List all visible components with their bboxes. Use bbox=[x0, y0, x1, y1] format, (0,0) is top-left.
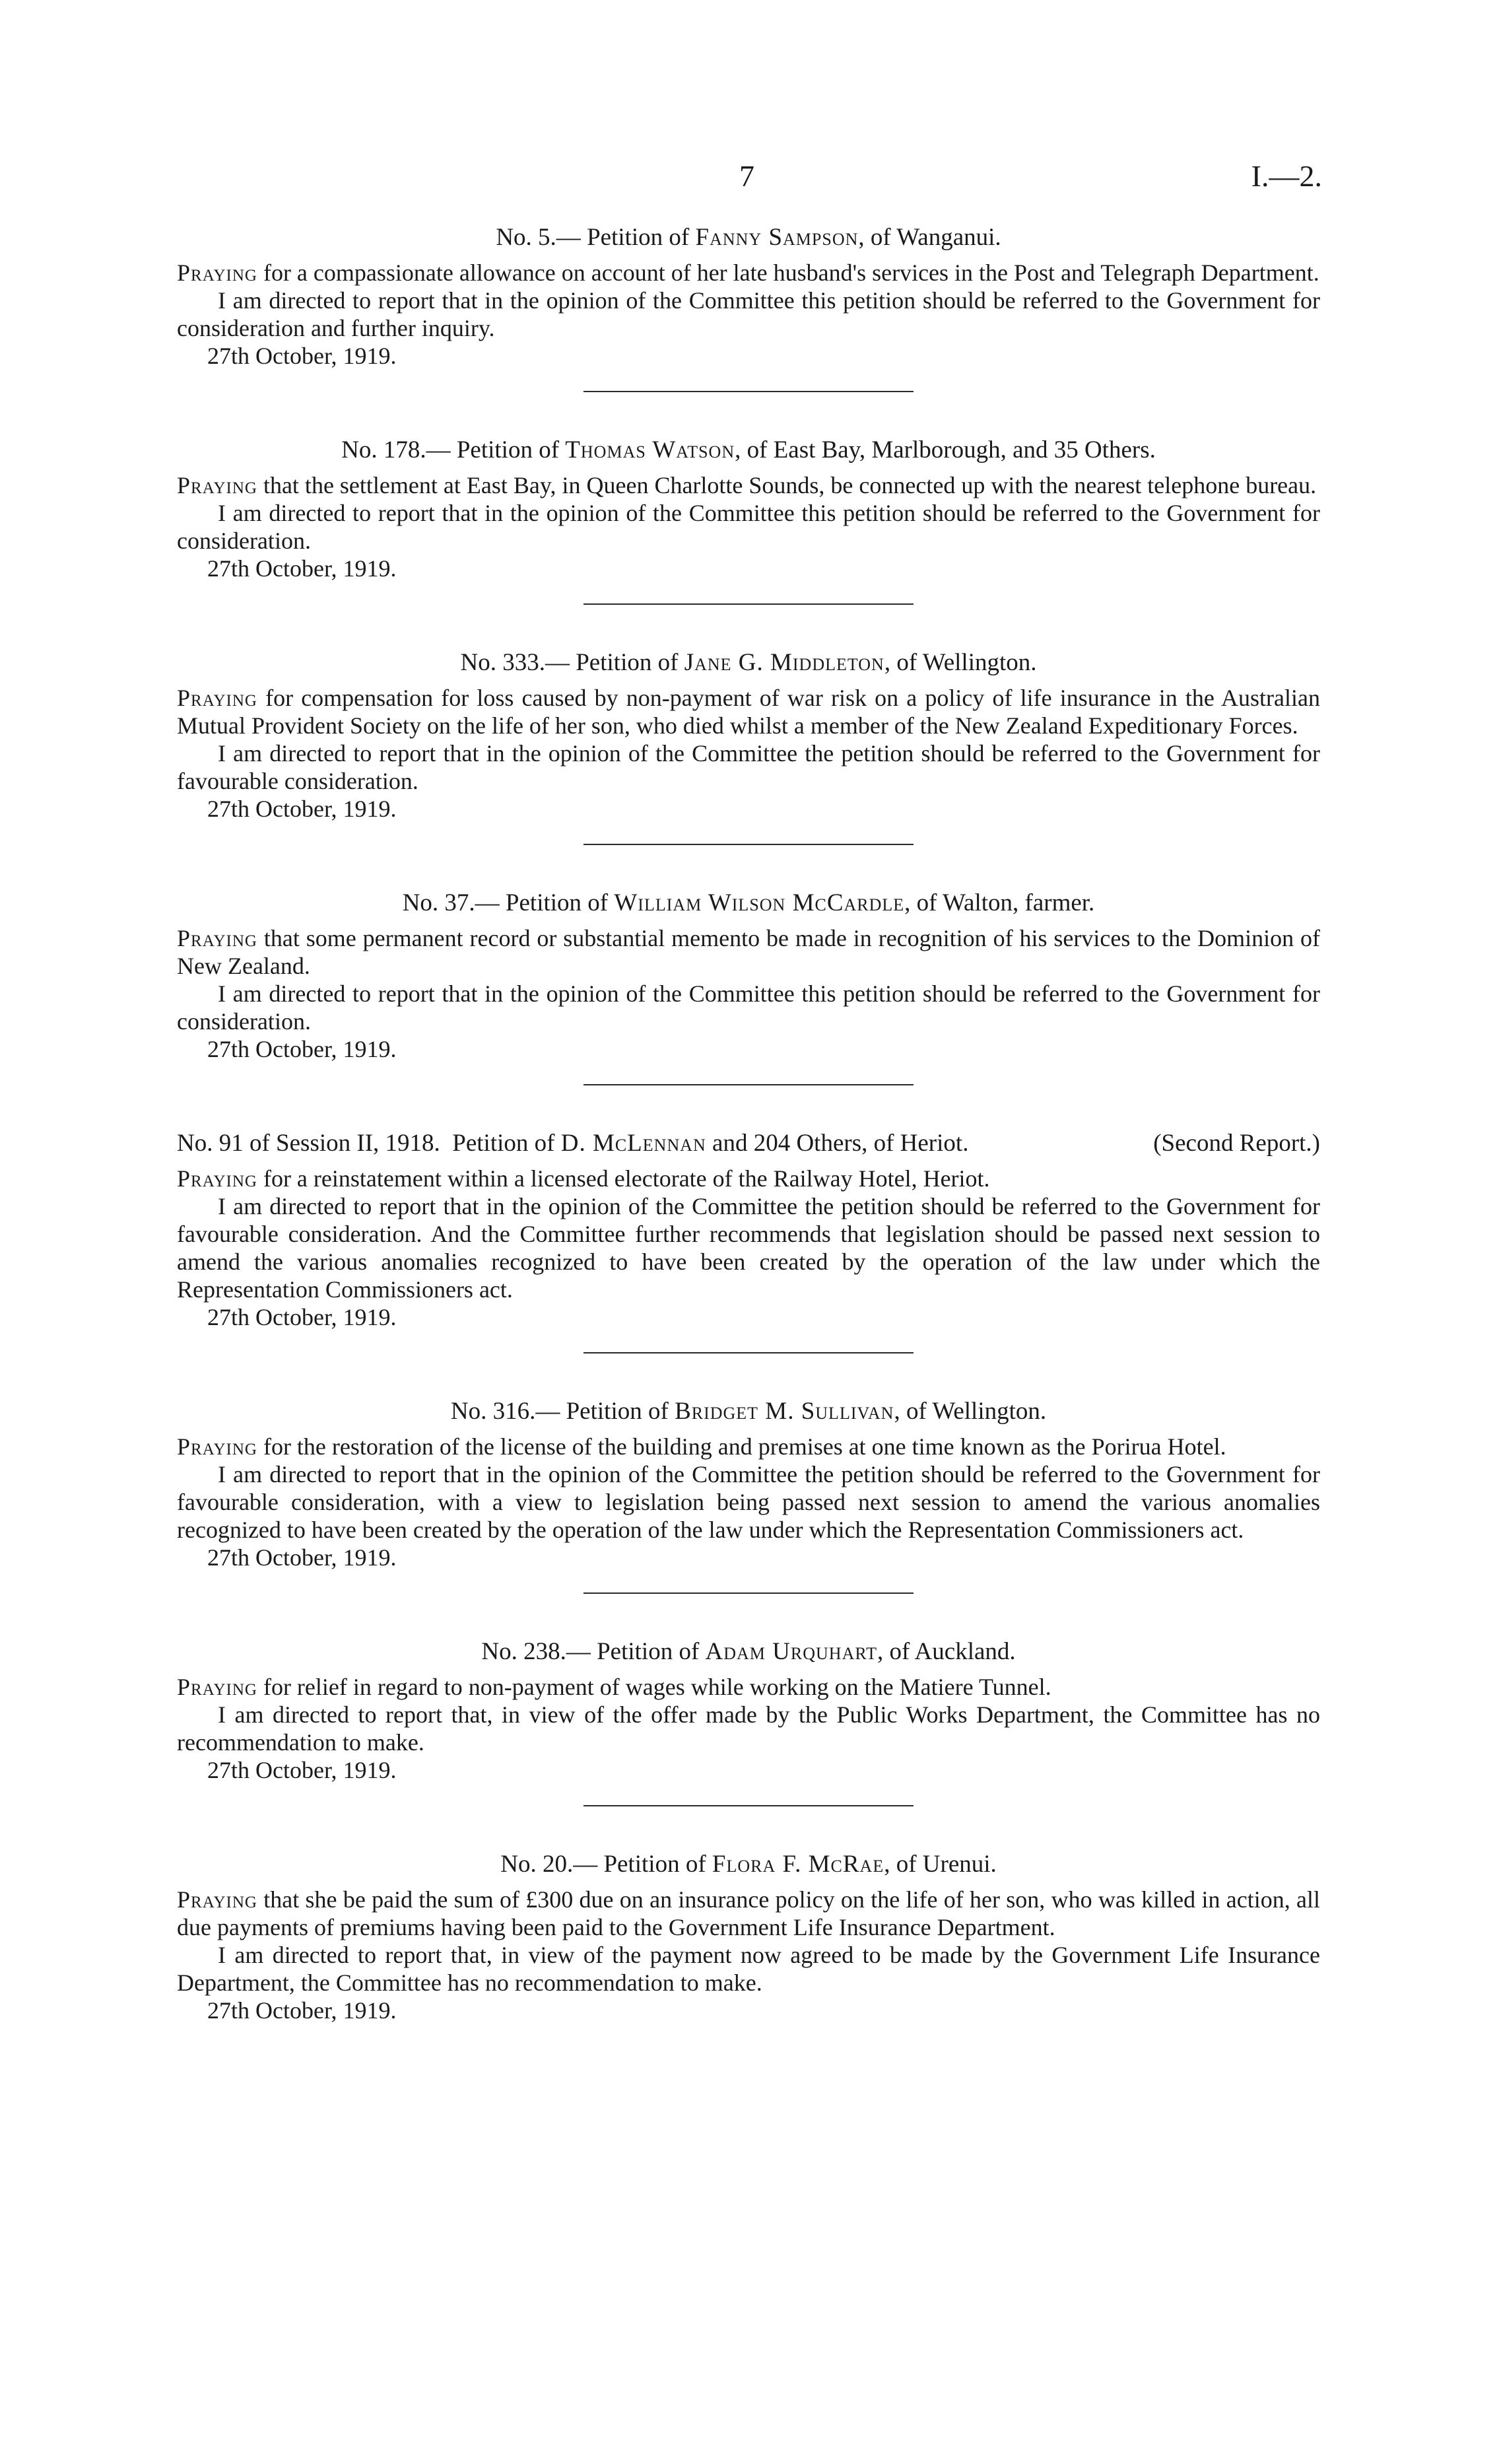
petition-report: I am directed to report that in the opinion of the Committee this petition should be referred to the Government for consideration. bbox=[177, 980, 1320, 1035]
petition-praying: Praying that some permanent record or substantial memento be made in recognition of his services to the Dominion of New Zealand. bbox=[177, 925, 1320, 979]
petition-date: 27th October, 1919. bbox=[207, 1036, 397, 1062]
petition-date: 27th October, 1919. bbox=[207, 1304, 397, 1330]
petition-date: 27th October, 1919. bbox=[207, 555, 397, 582]
report-label: (Second Report.) bbox=[1153, 1130, 1320, 1157]
petition-entry bbox=[177, 437, 1320, 605]
petition-title: No. 91 of Session II, 1918. Petition of D. McLennan and 204 Others, of Heriot. (Second Report.) bbox=[177, 1130, 1320, 1157]
petition-entry bbox=[177, 1639, 1320, 1806]
petition-title: No. 238.— Petition of Adam Urquhart, of Auckland. bbox=[481, 1638, 1016, 1665]
series-number: I.—2. bbox=[1251, 159, 1322, 193]
page-number: 7 bbox=[739, 159, 754, 193]
petition-praying: Praying that the settlement at East Bay, in Queen Charlotte Sounds, be connected up with the nearest telephone bureau. bbox=[177, 472, 1317, 498]
petition-title: No. 178.— Petition of Thomas Watson, of East Bay, Marlborough, and 35 Others. bbox=[341, 436, 1156, 463]
petition-title: No. 20.— Petition of Flora F. McRae, of Urenui. bbox=[500, 1851, 997, 1878]
petitioner-name: Flora F. McRae bbox=[712, 1851, 884, 1878]
petition-entry bbox=[177, 650, 1320, 845]
petition-date: 27th October, 1919. bbox=[207, 343, 397, 369]
petition-date: 27th October, 1919. bbox=[207, 796, 397, 822]
petition-praying: Praying for a compassionate allowance on account of her late husband's services in the Post and Telegraph Department. bbox=[177, 259, 1319, 286]
petition-entry bbox=[177, 890, 1320, 1085]
petition-entry bbox=[177, 1851, 1320, 2024]
petition-praying: Praying that she be paid the sum of £300 due on an insurance policy on the life of her son, who was killed in action, all due payments of premiums having been paid to the Government Life Insurance Department. bbox=[177, 1886, 1320, 1940]
petition-praying: Praying for compensation for loss caused by non-payment of war risk on a policy of life insurance in the Australian Mutual Provident Society on the life of her son, who died whilst a member of the New Zealand Expeditionary Forces. bbox=[177, 685, 1320, 739]
petitioner-name: D. McLennan bbox=[560, 1130, 706, 1157]
petitions-list bbox=[177, 224, 1320, 2024]
petition-praying: Praying for a reinstatement within a licensed electorate of the Railway Hotel, Heriot. bbox=[177, 1165, 990, 1192]
petition-date: 27th October, 1919. bbox=[207, 1544, 397, 1571]
petitioner-name: Fanny Sampson bbox=[695, 224, 859, 251]
petition-report: I am directed to report that in the opinion of the Committee this petition should be referred to the Government for consideration. bbox=[177, 500, 1320, 554]
petition-report: I am directed to report that in the opinion of the Committee the petition should be referred to the Government for favourable consideration. bbox=[177, 740, 1320, 794]
petition-report: I am directed to report that in the opinion of the Committee the petition should be referred to the Government for favourable consideration, with a view to legislation being passed next session to amend the various anomalies recognized to have been created by the operation of the law under which the Representation Commissioners act. bbox=[177, 1461, 1320, 1543]
petition-praying: Praying for relief in regard to non-payment of wages while working on the Matiere Tunnel. bbox=[177, 1674, 1051, 1700]
petition-entry bbox=[177, 1398, 1320, 1594]
petitioner-name: William Wilson McCardle bbox=[614, 889, 905, 916]
page-header bbox=[0, 158, 1497, 198]
petition-report: I am directed to report that in the opinion of the Committee this petition should be referred to the Government for consideration and further inquiry. bbox=[177, 287, 1320, 341]
petition-title: No. 37.— Petition of William Wilson McCardle, of Walton, farmer. bbox=[402, 889, 1095, 916]
petition-report: I am directed to report that in the opinion of the Committee the petition should be referred to the Government for favourable consideration. And the Committee further recommends that legislation should be passed next session to amend the various anomalies recognized to have been created by the operation of the law under which the Representation Commissioners act. bbox=[177, 1193, 1320, 1303]
petition-title: No. 316.— Petition of Bridget M. Sullivan, of Wellington. bbox=[450, 1398, 1047, 1425]
petition-date: 27th October, 1919. bbox=[207, 1757, 397, 1783]
petitioner-name: Bridget M. Sullivan bbox=[675, 1398, 894, 1425]
petition-entry bbox=[177, 224, 1320, 392]
petition-praying: Praying for the restoration of the license of the building and premises at one time known as the Porirua Hotel. bbox=[177, 1433, 1226, 1460]
petition-entry bbox=[177, 1130, 1320, 1353]
petition-report: I am directed to report that, in view of the payment now agreed to be made by the Government Life Insurance Department, the Committee has no recommendation to make. bbox=[177, 1942, 1320, 1996]
petition-title: No. 333.— Petition of Jane G. Middleton, of Wellington. bbox=[460, 649, 1037, 676]
petitioner-name: Adam Urquhart bbox=[705, 1638, 878, 1665]
petition-date: 27th October, 1919. bbox=[207, 1997, 397, 2024]
petition-title: No. 5.— Petition of Fanny Sampson, of Wanganui. bbox=[496, 224, 1001, 251]
petition-report: I am directed to report that, in view of the offer made by the Public Works Department, the Committee has no recommendation to make. bbox=[177, 1701, 1320, 1756]
petitioner-name: Jane G. Middleton bbox=[684, 649, 884, 676]
petitioner-name: Thomas Watson bbox=[565, 436, 735, 463]
